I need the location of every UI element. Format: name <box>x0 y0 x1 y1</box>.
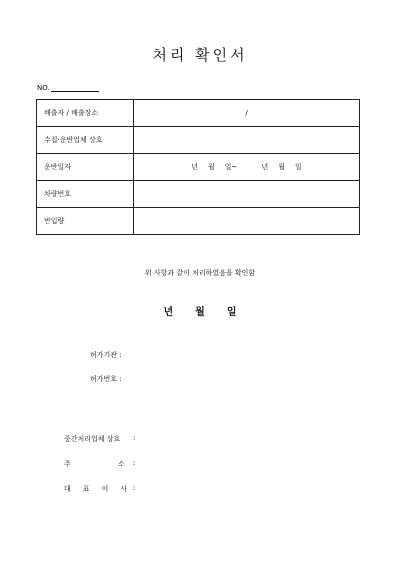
row-label-amount: 반입량 <box>37 208 134 235</box>
ceo-char-3: 이 <box>101 485 109 493</box>
document-title: 처리 확인서 <box>152 46 248 64</box>
address-label <box>64 459 125 469</box>
signing-year: 년 <box>163 307 174 318</box>
company-name-text: 중간처리업체 상호 <box>64 435 121 443</box>
document-number-label: NO. <box>37 84 50 92</box>
date-day-1: 일~ <box>224 163 238 171</box>
ceo-char-1: 대 <box>64 485 71 493</box>
table-row <box>37 208 360 235</box>
permit-number-label: 허가번호 : <box>90 375 122 383</box>
date-month-1: 월 <box>208 163 215 171</box>
row-label-vehicle: 차량번호 <box>37 181 134 208</box>
table-row <box>37 154 360 181</box>
company-name-colon: : <box>133 434 136 442</box>
ceo-char-2: 표 <box>82 485 90 493</box>
table-row <box>37 100 360 127</box>
row-label-emitter: 배출자 / 배출장소 <box>37 100 134 127</box>
row-value-collector <box>134 127 360 154</box>
signing-day: 일 <box>226 307 237 318</box>
table-row <box>37 181 360 208</box>
row-value-vehicle <box>134 181 360 208</box>
date-year-1: 년 <box>191 163 199 171</box>
date-month-2: 월 <box>278 163 285 171</box>
row-value-transport-date <box>134 154 360 181</box>
table-row <box>37 127 360 154</box>
signing-date <box>0 303 400 318</box>
ceo-char-4: 사 <box>120 485 128 493</box>
address-colon: : <box>133 459 136 467</box>
row-label-transport-date: 운반일자 <box>37 154 134 181</box>
row-value-amount <box>134 208 360 235</box>
ceo-colon: : <box>133 484 136 492</box>
company-name-label <box>64 434 120 444</box>
info-table <box>36 99 360 235</box>
permit-agency-label: 허가기관 : <box>90 351 122 359</box>
address-char-2: 소 <box>117 460 125 468</box>
address-char-1: 주 <box>64 460 71 468</box>
document-number <box>37 84 99 92</box>
confirmation-text: 위 사항과 같이 처리하였음을 확인함 <box>144 269 256 277</box>
row-label-collector: 수집·운반업체 상호 <box>37 127 134 154</box>
date-day-2: 일 <box>294 163 302 171</box>
row-value-emitter: / <box>134 100 360 127</box>
signing-month: 월 <box>195 307 205 318</box>
document-number-line <box>51 84 99 92</box>
date-year-2: 년 <box>261 163 269 171</box>
ceo-label <box>64 484 127 494</box>
